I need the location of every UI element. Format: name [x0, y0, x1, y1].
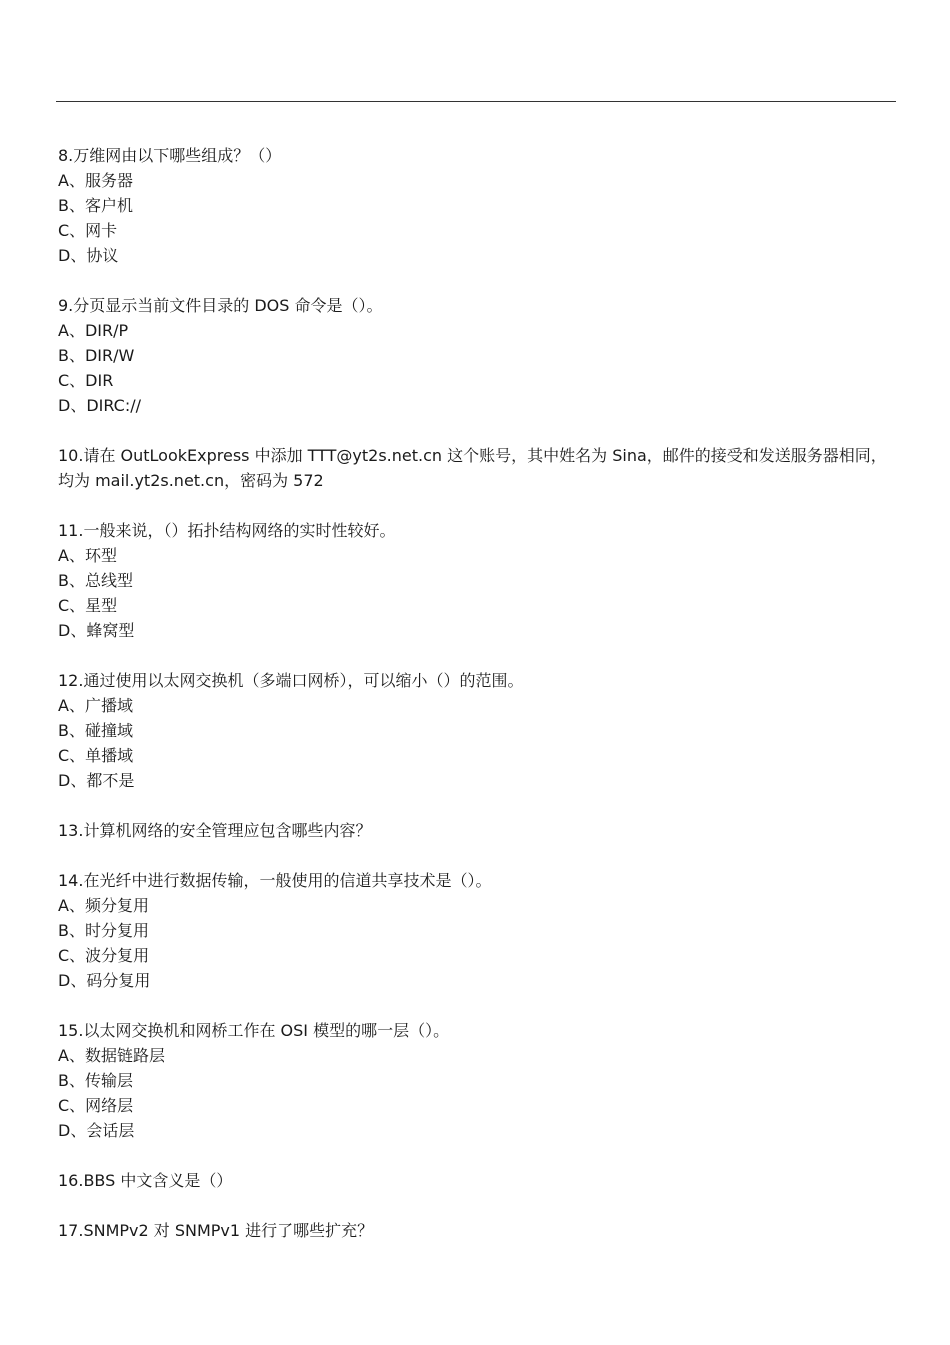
question-text: 14.在光纤中进行数据传输，一般使用的信道共享技术是（）。 — [58, 871, 492, 890]
option-d: D、协议 — [58, 246, 119, 265]
question-16 — [58, 1168, 894, 1193]
option-d: D、蜂窝型 — [58, 621, 135, 640]
option-b: B、传输层 — [58, 1071, 133, 1090]
question-text: 9.分页显示当前文件目录的 DOS 命令是（）。 — [58, 296, 383, 315]
question-text: 17.SNMPv2 对 SNMPv1 进行了哪些扩充？ — [58, 1221, 374, 1240]
option-c: C、DIR — [58, 371, 114, 390]
option-c: C、网卡 — [58, 221, 118, 240]
option-d: D、码分复用 — [58, 971, 151, 990]
option-b: B、DIR/W — [58, 346, 135, 365]
option-a: A、数据链路层 — [58, 1046, 165, 1065]
question-8 — [58, 143, 894, 268]
option-a: A、广播域 — [58, 696, 133, 715]
option-b: B、客户机 — [58, 196, 133, 215]
option-c: C、星型 — [58, 596, 118, 615]
question-12 — [58, 668, 894, 793]
question-13 — [58, 818, 894, 843]
question-10 — [58, 443, 894, 493]
option-a: A、DIR/P — [58, 321, 129, 340]
question-text: 10.请在 OutLookExpress 中添加 TTT@yt2s.net.cn 这个账号，其中姓名为 Sina，邮件的接受和发送服务器相同，均为 mail.yt2s.net.cn，密码为 572 — [58, 446, 887, 490]
question-text: 16.BBS 中文含义是（） — [58, 1171, 233, 1190]
option-a: A、频分复用 — [58, 896, 149, 915]
question-text: 11.一般来说，（）拓扑结构网络的实时性较好。 — [58, 521, 396, 540]
header-divider — [56, 101, 896, 102]
option-c: C、单播域 — [58, 746, 134, 765]
option-c: C、网络层 — [58, 1096, 134, 1115]
question-11 — [58, 518, 894, 643]
option-b: B、时分复用 — [58, 921, 149, 940]
option-b: B、总线型 — [58, 571, 133, 590]
option-d: D、都不是 — [58, 771, 135, 790]
question-9 — [58, 293, 894, 418]
option-a: A、环型 — [58, 546, 117, 565]
question-text: 8.万维网由以下哪些组成？（） — [58, 146, 282, 165]
question-text: 12.通过使用以太网交换机（多端口网桥），可以缩小（）的范围。 — [58, 671, 524, 690]
question-text: 13.计算机网络的安全管理应包含哪些内容？ — [58, 821, 372, 840]
option-c: C、波分复用 — [58, 946, 150, 965]
question-text: 15.以太网交换机和网桥工作在 OSI 模型的哪一层（）。 — [58, 1021, 450, 1040]
question-14 — [58, 868, 894, 993]
question-17 — [58, 1218, 894, 1243]
option-a: A、服务器 — [58, 171, 133, 190]
option-b: B、碰撞域 — [58, 721, 133, 740]
option-d: D、会话层 — [58, 1121, 135, 1140]
option-d: D、DIRC:// — [58, 396, 142, 415]
question-list — [58, 143, 894, 1268]
question-15 — [58, 1018, 894, 1143]
